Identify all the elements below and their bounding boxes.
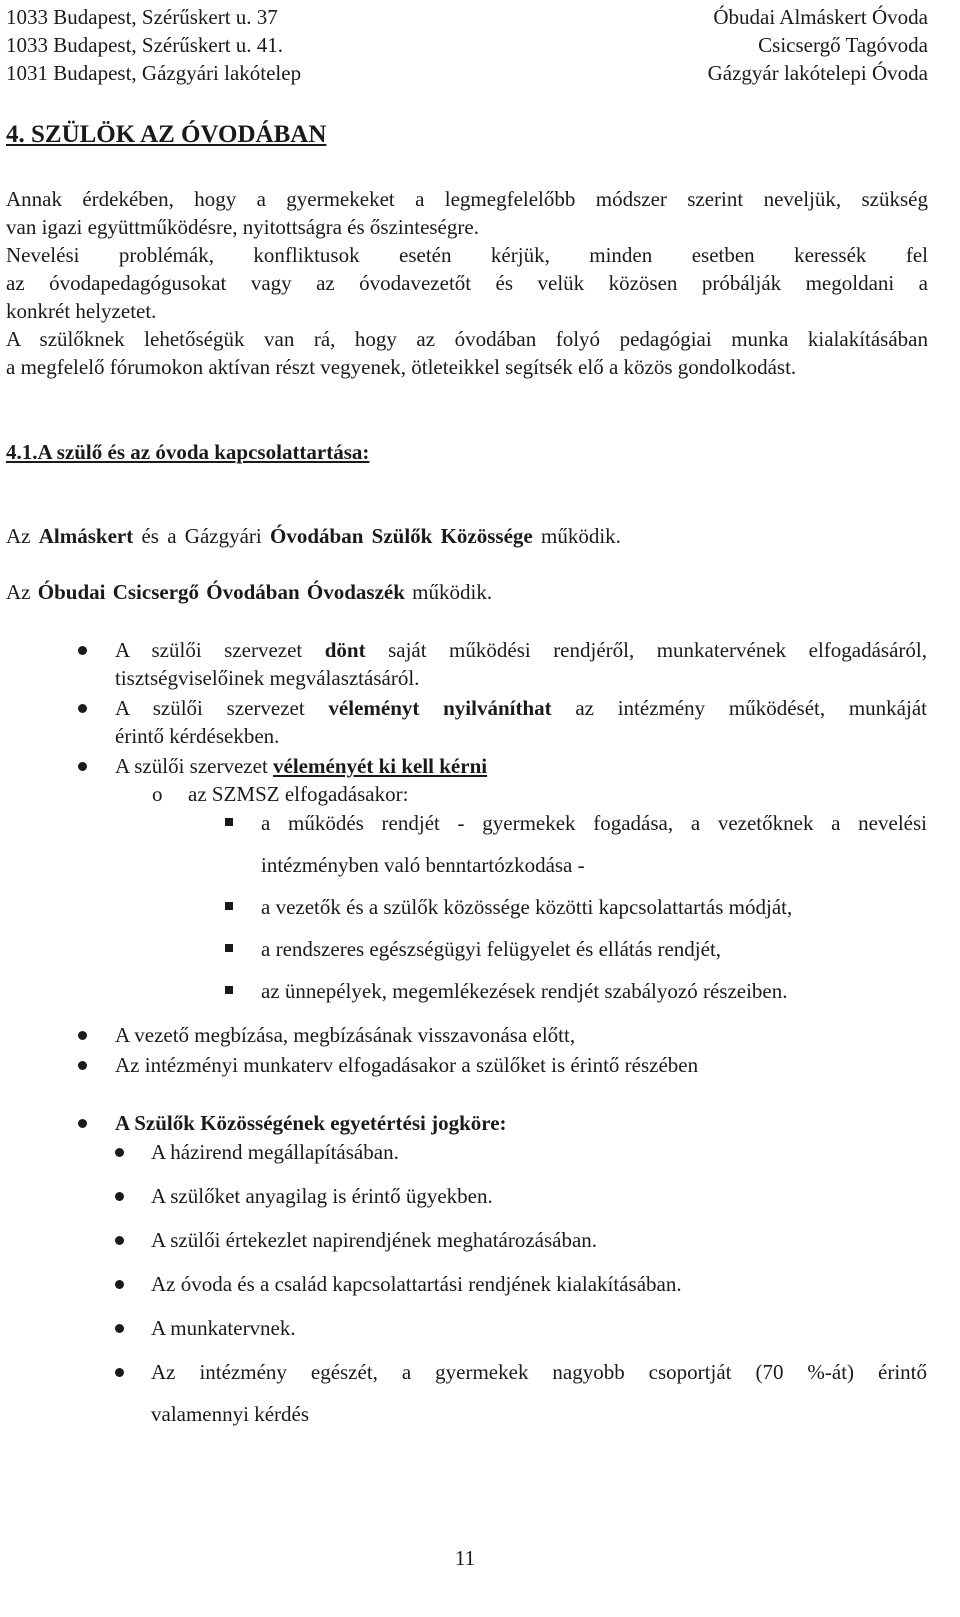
header-address: 1033 Budapest, Szérűskert u. 37 bbox=[6, 5, 278, 29]
bullet-3: A szülői szervezet véleményét ki kell kérni bbox=[115, 754, 488, 778]
circle-bullet-icon: o bbox=[152, 782, 163, 806]
square-bullet-icon bbox=[225, 944, 233, 952]
bullet-6-heading: A Szülők Közösségének egyetértési jogköre: bbox=[115, 1111, 507, 1135]
consent-item-2: A szülőket anyagilag is érintő ügyekben. bbox=[151, 1184, 493, 1208]
bullet-2-line-2: érintő kérdésekben. bbox=[115, 724, 280, 748]
header-row-3 bbox=[6, 59, 928, 87]
bullet-icon bbox=[78, 762, 87, 771]
square-item-1-line-2: intézményben való benntartózkodása - bbox=[261, 853, 585, 877]
square-item-3: a rendszeres egészségügyi felügyelet és ellátás rendjét, bbox=[261, 937, 722, 961]
header-address: 1033 Budapest, Szérűskert u. 41. bbox=[6, 33, 284, 57]
body-name: Szülők Közössége bbox=[371, 524, 533, 548]
bullet-1-line-2: tisztségviselőinek megválasztásáról. bbox=[115, 666, 420, 690]
bullet-icon bbox=[115, 1236, 124, 1245]
bullet-4: A vezető megbízása, megbízásának visszavonása előtt, bbox=[115, 1023, 576, 1047]
bullet-icon bbox=[115, 1324, 124, 1333]
bullet-1-line-1: A szülői szervezet dönt saját működési rendjéről, munkatervének elfogadásáról, bbox=[115, 638, 928, 662]
paragraph-1-line-1: Annak érdekében, hogy a gyermekeket a legmegfelelőbb módszer szerint neveljük, szükség bbox=[6, 187, 928, 211]
statement-2: Az Óbudai Csicsergő Óvodában Óvodaszék működik. bbox=[6, 580, 493, 604]
paragraph-3-line-2: a megfelelő fórumokon aktívan részt vegyenek, ötleteikkel segítsék elő a közös gondolkodást. bbox=[6, 355, 797, 379]
header-institution: Gázgyár lakótelepi Óvoda bbox=[707, 61, 928, 85]
header-address: 1031 Budapest, Gázgyári lakótelep bbox=[6, 61, 302, 85]
kindergarten-name: Almáskert bbox=[38, 524, 134, 548]
square-item-4: az ünnepélyek, megemlékezések rendjét szabályozó részeiben. bbox=[261, 979, 788, 1003]
bullet-icon bbox=[115, 1192, 124, 1201]
consent-item-6-line-2: valamennyi kérdés bbox=[151, 1402, 310, 1426]
subsection-title: 4.1.A szülő és az óvoda kapcsolattartása: bbox=[6, 440, 370, 464]
bullet-icon bbox=[115, 1148, 124, 1157]
square-bullet-icon bbox=[225, 818, 233, 826]
consent-item-1: A házirend megállapításában. bbox=[151, 1140, 399, 1164]
sub-bullet-text: az SZMSZ elfogadásakor: bbox=[188, 782, 409, 806]
bullet-icon bbox=[115, 1280, 124, 1289]
page-number: 11 bbox=[454, 1546, 476, 1570]
bullet-2-line-1: A szülői szervezet véleményt nyilváníthat az intézmény működését, munkáját bbox=[115, 696, 927, 720]
statement-1: Az Almáskert és a Gázgyári Óvodában Szülők Közössége működik. bbox=[6, 524, 621, 548]
paragraph-2-line-3: konkrét helyzetet. bbox=[6, 299, 157, 323]
section-title: 4. SZÜLÖK AZ ÓVODÁBAN bbox=[6, 121, 327, 148]
square-item-2: a vezetők és a szülők közössége közötti kapcsolattartás módját, bbox=[261, 895, 793, 919]
header-institution: Óbudai Almáskert Óvoda bbox=[713, 5, 928, 29]
square-bullet-icon bbox=[225, 986, 233, 994]
paragraph-2-line-1: Nevelési problémák, konfliktusok esetén kérjük, minden esetben keressék fel bbox=[6, 243, 928, 267]
header-row-1 bbox=[6, 3, 928, 31]
consent-item-4: Az óvoda és a család kapcsolattartási rendjének kialakításában. bbox=[151, 1272, 682, 1296]
bullet-icon bbox=[78, 1061, 87, 1070]
bullet-icon bbox=[78, 704, 87, 713]
bullet-icon bbox=[78, 1031, 87, 1040]
paragraph-2-line-2: az óvodapedagógusokat vagy az óvodavezetőt és velük közösen próbálják megoldani a bbox=[6, 271, 928, 295]
paragraph-3-line-1: A szülőknek lehetőségük van rá, hogy az óvodában folyó pedagógiai munka kialakításában bbox=[6, 327, 928, 351]
square-item-1-line-1: a működés rendjét - gyermekek fogadása, a vezetőknek a nevelési bbox=[261, 811, 927, 835]
consent-item-5: A munkatervnek. bbox=[151, 1316, 296, 1340]
bullet-icon bbox=[78, 646, 87, 655]
consent-item-3: A szülői értekezlet napirendjének meghatározásában. bbox=[151, 1228, 598, 1252]
kindergarten-name: Óbudai Csicsergő Óvodában bbox=[37, 580, 300, 604]
bullet-icon bbox=[78, 1119, 87, 1128]
header-institution: Csicsergő Tagóvoda bbox=[758, 33, 928, 57]
paragraph-1-line-2: van igazi együttműködésre, nyitottságra és őszinteségre. bbox=[6, 215, 479, 239]
square-bullet-icon bbox=[225, 902, 233, 910]
body-name: Óvodaszék bbox=[306, 580, 405, 604]
consent-item-6-line-1: Az intézmény egészét, a gyermekek nagyobb csoportját (70 %-át) érintő bbox=[151, 1360, 927, 1384]
kindergarten-word: Óvodában bbox=[270, 524, 364, 548]
header-row-2 bbox=[6, 31, 928, 59]
bullet-icon bbox=[115, 1368, 124, 1377]
bullet-5: Az intézményi munkaterv elfogadásakor a szülőket is érintő részében bbox=[115, 1053, 699, 1077]
